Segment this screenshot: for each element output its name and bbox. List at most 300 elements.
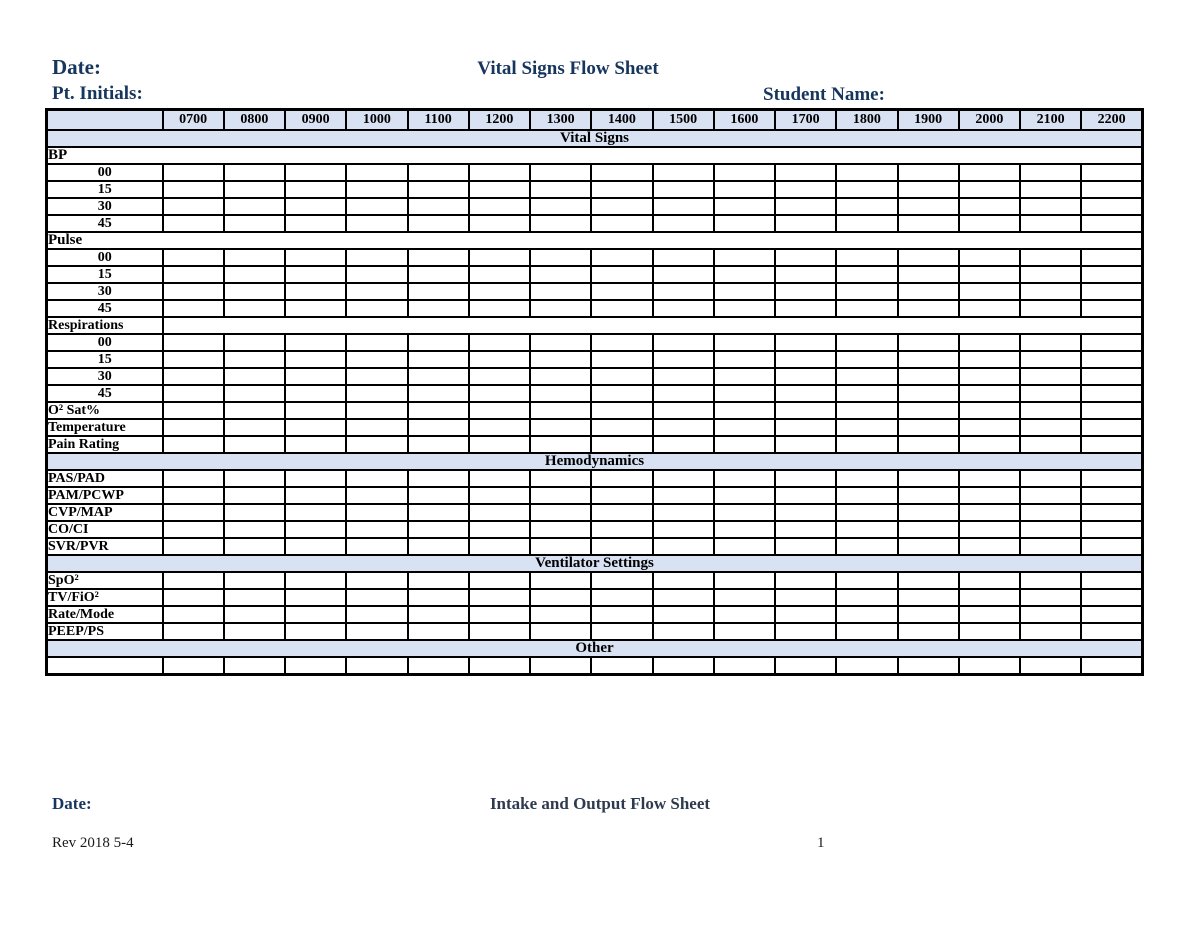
data-cell	[836, 504, 897, 521]
data-cell	[163, 334, 224, 351]
row-label-cell: 00	[47, 334, 163, 351]
data-cell	[346, 538, 407, 555]
row-label-cell: 30	[47, 368, 163, 385]
data-cell	[469, 419, 530, 436]
data-cell	[898, 436, 959, 453]
group-label-cell: BP	[47, 147, 1143, 164]
time-header-cell: 1400	[591, 110, 652, 131]
table-row	[47, 215, 1143, 232]
data-cell	[469, 385, 530, 402]
data-cell	[775, 419, 836, 436]
row-label-cell: 45	[47, 385, 163, 402]
data-cell	[653, 181, 714, 198]
data-cell	[775, 198, 836, 215]
data-cell	[591, 521, 652, 538]
data-cell	[530, 436, 591, 453]
data-cell	[346, 572, 407, 589]
row-label-cell: Temperature	[47, 419, 163, 436]
data-cell	[714, 283, 775, 300]
data-cell	[163, 368, 224, 385]
data-cell	[653, 470, 714, 487]
data-cell	[959, 402, 1020, 419]
data-cell	[836, 300, 897, 317]
data-cell	[408, 606, 469, 623]
data-cell	[285, 334, 346, 351]
data-cell	[530, 351, 591, 368]
data-cell	[163, 470, 224, 487]
data-cell	[1081, 215, 1142, 232]
data-cell	[408, 249, 469, 266]
data-cell	[1081, 334, 1142, 351]
data-cell	[714, 164, 775, 181]
data-cell	[714, 266, 775, 283]
data-cell	[836, 487, 897, 504]
data-cell	[285, 215, 346, 232]
data-cell	[653, 300, 714, 317]
data-cell	[898, 589, 959, 606]
data-cell	[898, 538, 959, 555]
data-cell	[408, 283, 469, 300]
data-cell	[714, 436, 775, 453]
data-cell	[1081, 300, 1142, 317]
data-cell	[1081, 164, 1142, 181]
time-header-cell: 1300	[530, 110, 591, 131]
data-cell	[591, 198, 652, 215]
data-cell	[959, 215, 1020, 232]
data-cell	[408, 300, 469, 317]
table-row	[47, 453, 1143, 470]
data-cell	[653, 521, 714, 538]
data-cell	[775, 538, 836, 555]
data-cell	[1081, 504, 1142, 521]
data-cell	[775, 589, 836, 606]
data-cell	[224, 419, 285, 436]
data-cell	[1020, 538, 1081, 555]
data-cell	[224, 283, 285, 300]
data-cell	[836, 521, 897, 538]
data-cell	[346, 385, 407, 402]
data-cell	[653, 249, 714, 266]
table-row	[47, 249, 1143, 266]
row-label-cell: 45	[47, 215, 163, 232]
data-cell	[714, 606, 775, 623]
data-cell	[285, 419, 346, 436]
footer-date-label: Date:	[52, 794, 92, 813]
data-cell	[591, 657, 652, 675]
data-cell	[775, 487, 836, 504]
data-cell	[346, 521, 407, 538]
row-label-cell: Respirations	[47, 317, 163, 334]
row-label-cell: Rate/Mode	[47, 606, 163, 623]
data-cell	[469, 334, 530, 351]
data-cell	[775, 266, 836, 283]
data-cell	[1020, 215, 1081, 232]
data-cell	[591, 351, 652, 368]
data-cell	[530, 419, 591, 436]
data-cell	[959, 334, 1020, 351]
table-row	[47, 555, 1143, 572]
data-cell	[714, 487, 775, 504]
data-cell	[775, 623, 836, 640]
data-cell	[1081, 266, 1142, 283]
data-cell	[898, 181, 959, 198]
time-header-cell: 2100	[1020, 110, 1081, 131]
data-cell	[836, 198, 897, 215]
data-cell	[591, 538, 652, 555]
data-cell	[530, 402, 591, 419]
data-cell	[469, 538, 530, 555]
data-cell	[775, 436, 836, 453]
data-cell	[836, 572, 897, 589]
data-cell	[959, 623, 1020, 640]
data-cell	[1081, 402, 1142, 419]
data-cell	[775, 521, 836, 538]
data-cell	[530, 623, 591, 640]
student-name-label: Student Name:	[763, 84, 885, 105]
data-cell	[408, 589, 469, 606]
table-row	[47, 300, 1143, 317]
row-label-cell: SpO²	[47, 572, 163, 589]
data-cell	[775, 368, 836, 385]
row-label-cell: SVR/PVR	[47, 538, 163, 555]
data-cell	[1081, 283, 1142, 300]
data-cell	[959, 198, 1020, 215]
pt-initials-label: Pt. Initials:	[52, 83, 143, 104]
data-cell	[714, 334, 775, 351]
data-cell	[346, 419, 407, 436]
table-row	[47, 419, 1143, 436]
time-header-cell: 1600	[714, 110, 775, 131]
data-cell	[469, 181, 530, 198]
data-cell	[775, 215, 836, 232]
data-cell	[591, 436, 652, 453]
data-cell	[530, 368, 591, 385]
data-cell	[1020, 419, 1081, 436]
data-cell	[1081, 470, 1142, 487]
data-cell	[224, 538, 285, 555]
data-cell	[714, 351, 775, 368]
data-cell	[775, 606, 836, 623]
data-cell	[530, 504, 591, 521]
data-cell	[775, 300, 836, 317]
data-cell	[163, 402, 224, 419]
data-cell	[836, 266, 897, 283]
data-cell	[591, 215, 652, 232]
data-cell	[1081, 521, 1142, 538]
data-cell	[224, 402, 285, 419]
data-cell	[469, 215, 530, 232]
data-cell	[224, 215, 285, 232]
data-cell	[1081, 572, 1142, 589]
revision-label: Rev 2018 5-4	[52, 835, 134, 851]
data-cell	[714, 300, 775, 317]
data-cell	[224, 368, 285, 385]
table-row	[47, 640, 1143, 657]
data-cell	[530, 283, 591, 300]
data-cell	[408, 334, 469, 351]
data-cell	[346, 589, 407, 606]
data-cell	[408, 198, 469, 215]
data-cell	[898, 368, 959, 385]
data-cell	[285, 249, 346, 266]
data-cell	[1020, 198, 1081, 215]
row-label-cell: 15	[47, 181, 163, 198]
data-cell	[775, 283, 836, 300]
data-cell	[591, 572, 652, 589]
data-cell	[775, 385, 836, 402]
data-cell	[959, 521, 1020, 538]
data-cell	[959, 572, 1020, 589]
data-cell	[959, 589, 1020, 606]
date-label: Date:	[52, 55, 101, 79]
table-row	[47, 266, 1143, 283]
data-cell	[285, 368, 346, 385]
data-cell	[408, 368, 469, 385]
data-cell	[775, 504, 836, 521]
section-header-cell: Other	[47, 640, 1143, 657]
table-row	[47, 521, 1143, 538]
row-label-cell: CO/CI	[47, 521, 163, 538]
data-cell	[775, 402, 836, 419]
section-header-cell: Ventilator Settings	[47, 555, 1143, 572]
data-cell	[1020, 487, 1081, 504]
data-cell	[224, 334, 285, 351]
data-cell	[163, 521, 224, 538]
data-cell	[836, 368, 897, 385]
data-cell	[1020, 402, 1081, 419]
data-cell	[285, 198, 346, 215]
data-cell	[408, 351, 469, 368]
data-cell	[346, 215, 407, 232]
data-cell	[285, 266, 346, 283]
data-cell	[836, 249, 897, 266]
data-cell	[959, 504, 1020, 521]
data-cell	[959, 249, 1020, 266]
data-cell	[469, 300, 530, 317]
data-cell	[591, 249, 652, 266]
data-cell	[408, 436, 469, 453]
data-cell	[836, 181, 897, 198]
data-cell	[591, 385, 652, 402]
data-cell	[1020, 164, 1081, 181]
data-cell	[163, 300, 224, 317]
data-cell	[714, 504, 775, 521]
data-cell	[530, 385, 591, 402]
data-cell	[591, 300, 652, 317]
data-cell	[591, 334, 652, 351]
data-cell	[836, 334, 897, 351]
data-cell	[1020, 589, 1081, 606]
data-cell	[714, 657, 775, 675]
table-row	[47, 198, 1143, 215]
data-cell	[591, 504, 652, 521]
row-label-cell: TV/FiO²	[47, 589, 163, 606]
data-cell	[898, 300, 959, 317]
data-cell	[898, 283, 959, 300]
data-cell	[469, 657, 530, 675]
data-cell	[653, 419, 714, 436]
data-cell	[714, 215, 775, 232]
data-cell	[1081, 385, 1142, 402]
data-cell	[714, 249, 775, 266]
data-cell	[1020, 504, 1081, 521]
data-cell	[224, 198, 285, 215]
data-cell	[836, 606, 897, 623]
data-cell	[591, 606, 652, 623]
table-row	[47, 470, 1143, 487]
data-cell	[959, 181, 1020, 198]
data-cell	[469, 368, 530, 385]
data-cell	[714, 521, 775, 538]
data-cell	[346, 249, 407, 266]
data-cell	[285, 402, 346, 419]
data-cell	[959, 436, 1020, 453]
intake-output-title: Intake and Output Flow Sheet	[489, 794, 711, 813]
data-cell	[1020, 623, 1081, 640]
data-cell	[1020, 470, 1081, 487]
data-cell	[346, 436, 407, 453]
data-cell	[469, 351, 530, 368]
data-cell	[408, 470, 469, 487]
data-cell	[224, 351, 285, 368]
data-cell	[530, 181, 591, 198]
data-cell	[408, 504, 469, 521]
data-cell	[530, 266, 591, 283]
data-cell	[224, 572, 285, 589]
data-cell	[898, 521, 959, 538]
data-cell	[959, 368, 1020, 385]
table-row	[47, 623, 1143, 640]
data-cell	[836, 538, 897, 555]
time-header-cell: 1200	[469, 110, 530, 131]
data-cell	[1081, 606, 1142, 623]
data-cell	[285, 521, 346, 538]
data-cell	[285, 606, 346, 623]
data-cell	[224, 266, 285, 283]
table-row	[47, 147, 1143, 164]
data-cell	[163, 538, 224, 555]
data-cell	[959, 606, 1020, 623]
data-cell	[1081, 589, 1142, 606]
data-cell	[408, 521, 469, 538]
data-cell	[898, 351, 959, 368]
data-cell	[653, 657, 714, 675]
data-cell	[346, 504, 407, 521]
data-cell	[898, 198, 959, 215]
time-header-cell: 1100	[408, 110, 469, 131]
data-cell	[285, 300, 346, 317]
data-cell	[591, 368, 652, 385]
data-cell	[898, 487, 959, 504]
data-cell	[469, 589, 530, 606]
data-cell	[959, 351, 1020, 368]
data-cell	[714, 589, 775, 606]
data-cell	[469, 283, 530, 300]
data-cell	[775, 164, 836, 181]
data-cell	[224, 487, 285, 504]
data-cell	[346, 351, 407, 368]
merged-empty-cell	[163, 317, 1143, 334]
data-cell	[714, 470, 775, 487]
data-cell	[285, 487, 346, 504]
data-cell	[346, 606, 407, 623]
data-cell	[836, 164, 897, 181]
data-cell	[346, 487, 407, 504]
table-row	[47, 487, 1143, 504]
data-cell	[285, 572, 346, 589]
data-cell	[346, 334, 407, 351]
row-label-cell: 00	[47, 164, 163, 181]
time-header-cell: 1800	[836, 110, 897, 131]
table-row	[47, 317, 1143, 334]
data-cell	[959, 487, 1020, 504]
data-cell	[469, 487, 530, 504]
row-label-cell: O² Sat%	[47, 402, 163, 419]
corner-cell	[47, 110, 163, 131]
data-cell	[653, 351, 714, 368]
data-cell	[224, 657, 285, 675]
data-cell	[530, 487, 591, 504]
data-cell	[346, 283, 407, 300]
data-cell	[898, 402, 959, 419]
table-row	[47, 334, 1143, 351]
row-label-cell: 30	[47, 198, 163, 215]
data-cell	[163, 164, 224, 181]
data-cell	[714, 623, 775, 640]
data-cell	[408, 623, 469, 640]
data-cell	[530, 164, 591, 181]
table-row	[47, 572, 1143, 589]
data-cell	[285, 181, 346, 198]
data-cell	[408, 402, 469, 419]
data-cell	[836, 402, 897, 419]
data-cell	[285, 589, 346, 606]
data-cell	[653, 368, 714, 385]
data-cell	[959, 300, 1020, 317]
row-label-cell: 30	[47, 283, 163, 300]
data-cell	[1020, 266, 1081, 283]
data-cell	[530, 521, 591, 538]
data-cell	[285, 436, 346, 453]
data-cell	[898, 572, 959, 589]
data-cell	[836, 657, 897, 675]
data-cell	[959, 266, 1020, 283]
data-cell	[530, 198, 591, 215]
data-cell	[836, 385, 897, 402]
data-cell	[163, 419, 224, 436]
data-cell	[469, 504, 530, 521]
row-label-cell: 15	[47, 351, 163, 368]
data-cell	[898, 606, 959, 623]
table-row	[47, 504, 1143, 521]
table-row	[47, 657, 1143, 675]
data-cell	[775, 657, 836, 675]
data-cell	[591, 589, 652, 606]
table-row	[47, 436, 1143, 453]
data-cell	[653, 334, 714, 351]
data-cell	[346, 266, 407, 283]
data-cell	[898, 215, 959, 232]
data-cell	[530, 334, 591, 351]
data-cell	[469, 266, 530, 283]
data-cell	[346, 181, 407, 198]
data-cell	[469, 436, 530, 453]
data-cell	[653, 436, 714, 453]
data-cell	[530, 470, 591, 487]
data-cell	[653, 198, 714, 215]
data-cell	[836, 470, 897, 487]
data-cell	[530, 606, 591, 623]
